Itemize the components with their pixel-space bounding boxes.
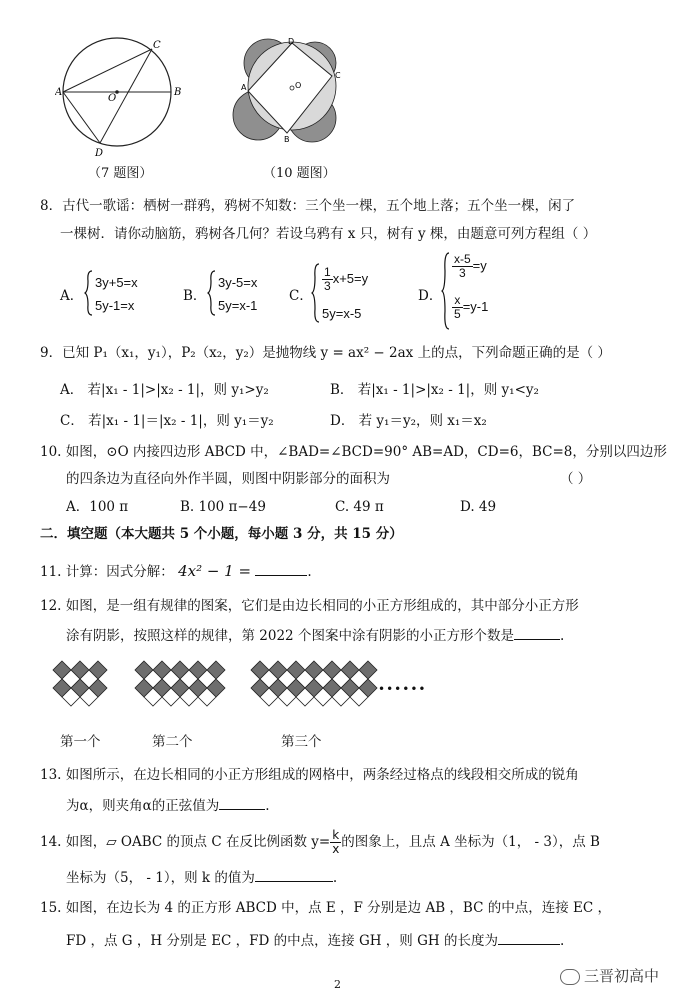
q11-line bbox=[40, 561, 312, 581]
q8-c-frac-den: 3 bbox=[324, 279, 331, 293]
q12-answer-blank[interactable] bbox=[514, 625, 560, 640]
section-2-heading: 二．填空题（本大题共 5 个小题，每小题 3 分，共 15 分） bbox=[40, 526, 403, 542]
q9-option-a: A． 若|x₁ - 1|>|x₂ - 1|，则 y₁>y₂ bbox=[60, 382, 269, 398]
q12-label-2: 第二个 bbox=[152, 734, 193, 750]
q10-option-d: D. 49 bbox=[460, 499, 497, 515]
q11-end: . bbox=[307, 564, 312, 580]
q14-answer-blank[interactable] bbox=[255, 867, 333, 882]
figure-10 bbox=[232, 36, 350, 144]
q8-c-eq1 bbox=[322, 266, 368, 293]
fig7-label-d: D bbox=[95, 148, 104, 159]
q14-frac-num: k bbox=[330, 829, 341, 843]
q8-d-eq2 bbox=[452, 294, 488, 321]
q9-option-b: B． 若|x₁ - 1|>|x₂ - 1|，则 y₁<y₂ bbox=[330, 382, 539, 398]
q8-b-brace bbox=[207, 269, 217, 317]
q10-option-c: C. 49 π bbox=[335, 499, 384, 515]
q11-prefix: 11. 计算：因式分解： bbox=[40, 564, 174, 580]
fig10-label-o: O bbox=[295, 81, 302, 90]
q15-answer-blank[interactable] bbox=[498, 930, 560, 945]
q12-dots: •••••• bbox=[378, 682, 427, 696]
q9-stem: 9．已知 P₁（x₁，y₁），P₂（x₂，y₂）是抛物线 y = ax² − 2ax 上的点，下列命题正确的是（ ） bbox=[40, 345, 611, 361]
q13-answer-blank[interactable] bbox=[219, 795, 265, 810]
q8-d-f1-num: x-5 bbox=[454, 252, 471, 266]
q8-d-eq2-rest: =y-1 bbox=[462, 298, 489, 314]
q14-line1 bbox=[40, 829, 600, 856]
q8-c-eq1-rest: x+5=y bbox=[332, 270, 369, 286]
fig10-label-c: C bbox=[335, 71, 341, 80]
fig7-label-a: A bbox=[55, 87, 63, 98]
q8-line1: 8．古代一歌谣：栖树一群鸦，鸦树不知数：三个坐一棵，五个地上落；五个坐一棵，闲了 bbox=[40, 198, 576, 214]
q8-d-eq1 bbox=[452, 253, 487, 280]
q8-line2: 一棵树．请你动脑筋，鸦树各几何？若设乌鸦有 x 只，树有 y 棵，由题意可列方程组（ ） bbox=[60, 226, 597, 242]
q12-label-3: 第三个 bbox=[281, 734, 322, 750]
q11-expr: 4x² − 1 = bbox=[178, 562, 252, 580]
q8-option-a-label: A． bbox=[60, 288, 84, 304]
q8-a-brace bbox=[84, 269, 94, 317]
q8-d-f2-num: x bbox=[452, 294, 463, 308]
fig7-label-o: O bbox=[108, 93, 117, 104]
q10-line2: 的四条边为直径向外作半圆，则图中阴影部分的面积为 bbox=[66, 471, 390, 487]
q11-answer-blank[interactable] bbox=[255, 561, 307, 576]
q13-line2: 为α，则夹角α的正弦值为 bbox=[66, 798, 220, 814]
wechat-icon bbox=[560, 969, 580, 985]
q14-line2-wrap bbox=[66, 867, 337, 887]
fig10-label-b: B bbox=[284, 135, 290, 144]
fig10-label-d: D bbox=[288, 37, 295, 46]
q15-line2: FD ，点 G ，H 分别是 EC ，FD 的中点，连接 GH ，则 GH 的长度为 bbox=[66, 933, 498, 949]
q8-option-c-label: C． bbox=[289, 288, 313, 304]
q14-line2: 坐标为（5， - 1），则 k 的值为 bbox=[66, 870, 255, 886]
figure-7 bbox=[55, 35, 190, 160]
q8-d-f1-den: 3 bbox=[458, 266, 466, 280]
q10-line1: 10. 如图，⊙O 内接四边形 ABCD 中，∠BAD=∠BCD=90° AB=AD，CD=6，BC=8，分别以四边形 bbox=[40, 444, 667, 460]
q8-a-eq2: 5y-1=x bbox=[95, 298, 135, 313]
fig7-label-c: C bbox=[153, 40, 161, 51]
q10-paren: （ ） bbox=[560, 471, 592, 487]
q12-line1: 12. 如图，是一组有规律的图案，它们是由边长相同的小正方形组成的，其中部分小正方形 bbox=[40, 598, 579, 614]
q14-line1a: 14. 如图，▱ OABC 的顶点 C 在反比例函数 y= bbox=[40, 834, 331, 850]
fig10-label-a: A bbox=[241, 83, 247, 92]
fig7-caption: （7 题图） bbox=[88, 166, 153, 181]
fig7-label-b: B bbox=[174, 87, 182, 98]
q12-pattern-3 bbox=[251, 661, 377, 706]
q12-line2: 涂有阴影，按照这样的规律，第 2022 个图案中涂有阴影的小正方形个数是 bbox=[66, 628, 514, 644]
q12-pattern-1 bbox=[53, 661, 107, 706]
q13-line2-wrap bbox=[66, 795, 270, 815]
q9-option-c: C． 若|x₁ - 1|＝|x₂ - 1|，则 y₁＝y₂ bbox=[60, 413, 274, 429]
page-number: 2 bbox=[334, 978, 341, 991]
q15-end: . bbox=[559, 933, 565, 949]
q8-option-b-label: B． bbox=[183, 288, 207, 304]
q8-c-brace bbox=[311, 262, 321, 324]
q8-option-d-label: D． bbox=[418, 288, 443, 304]
q13-line1: 13. 如图所示，在边长相同的小正方形组成的网格中，两条经过格点的线段相交所成的锐角 bbox=[40, 767, 579, 783]
q12-label-1: 第一个 bbox=[60, 734, 101, 750]
q8-c-frac-num: 1 bbox=[324, 265, 331, 279]
q12-pattern-2 bbox=[135, 661, 225, 706]
q14-end: . bbox=[332, 870, 338, 886]
q15-line1: 15. 如图，在边长为 4 的正方形 ABCD 中，点 E ，F 分别是边 AB ，BC 的中点，连接 EC ， bbox=[40, 900, 611, 916]
q10-option-a: A．100 π bbox=[66, 499, 129, 515]
q9-option-d: D． 若 y₁＝y₂，则 x₁＝x₂ bbox=[330, 413, 487, 429]
q10-option-b: B. 100 π−49 bbox=[180, 499, 266, 515]
q14-line1b: 的图象上，且点 A 坐标为（1， - 3），点 B bbox=[341, 834, 600, 850]
q12-end: . bbox=[559, 628, 565, 644]
fig10-caption: （10 题图） bbox=[263, 166, 336, 181]
q15-line2-wrap bbox=[66, 930, 564, 950]
q8-d-brace bbox=[441, 251, 451, 331]
q8-c-eq2: 5y=x-5 bbox=[322, 306, 362, 321]
q13-end: . bbox=[265, 798, 270, 814]
q8-d-f2-den: 5 bbox=[454, 307, 461, 321]
watermark-text: 三晋初高中 bbox=[583, 967, 659, 985]
q8-a-eq1: 3y+5=x bbox=[95, 275, 138, 290]
q8-b-eq1: 3y-5=x bbox=[218, 275, 258, 290]
q8-b-eq2: 5y=x-1 bbox=[218, 298, 258, 313]
watermark bbox=[560, 965, 659, 986]
q12-line2-wrap bbox=[66, 625, 564, 645]
q8-d-eq1-rest: =y bbox=[472, 257, 487, 273]
q14-frac-den: x bbox=[332, 842, 340, 856]
